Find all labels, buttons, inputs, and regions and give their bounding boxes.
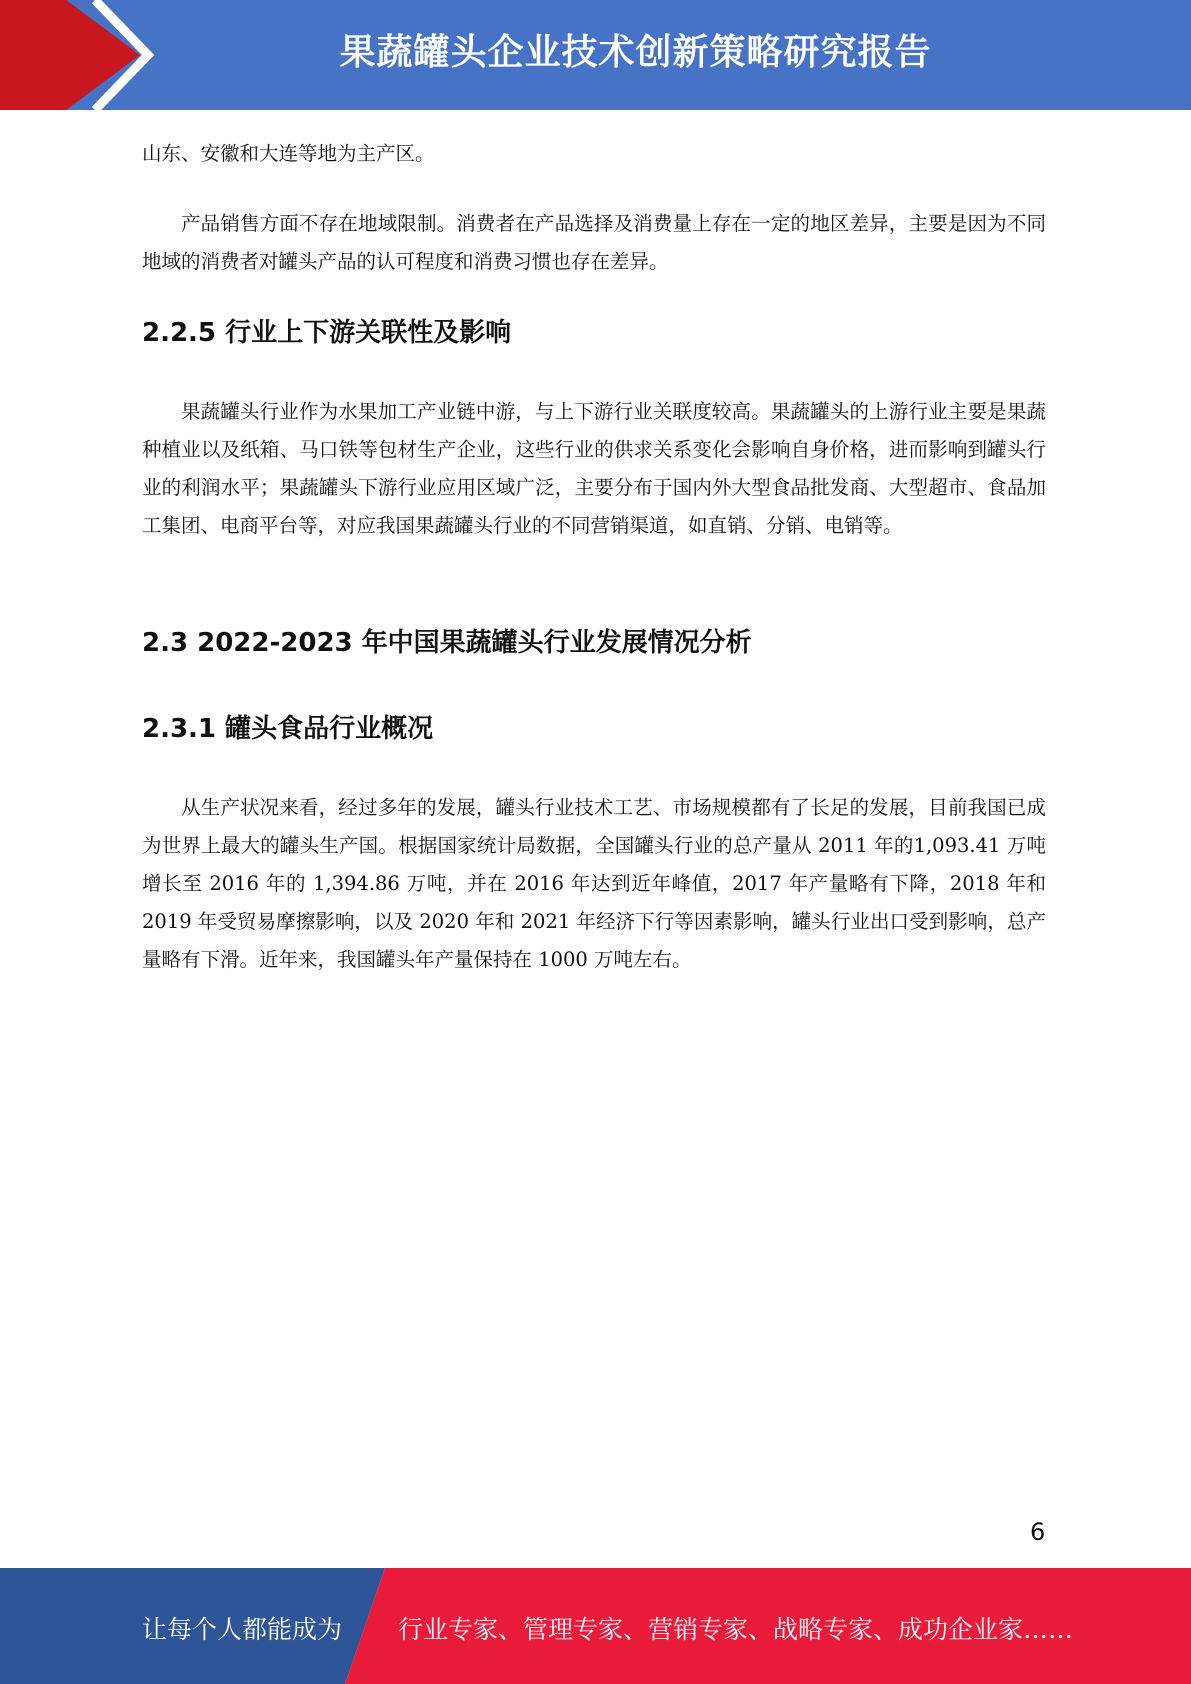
- paragraph-industry-chain: 果蔬罐头行业作为水果加工产业链中游，与上下游行业关联度较高。果蔬罐头的上游行业主要是果蔬种植业以及纸箱、马口铁等包材生产企业，这些行业的供求关系变化会影响自身价格，进而影响到罐头行业的利润水平；果蔬罐头下游行业应用区域广泛，主要分布于国内外大型食品批发商、大型超市、食品加工集团、电商平台等，对应我国果蔬罐头行业的不同营销渠道，如直销、分销、电销等。: [142, 400, 1046, 537]
- document-body: [142, 135, 1046, 979]
- header-red-arrow: [0, 0, 140, 110]
- page-footer: [0, 1568, 1191, 1684]
- section-heading-2-3: 2.3 2022-2023 年中国果蔬罐头行业发展情况分析: [142, 628, 752, 658]
- footer-slogan-right: 行业专家、管理专家、营销专家、战略专家、成功企业家……: [398, 1615, 1074, 1644]
- paragraph-production-overview: 从生产状况来看，经过多年的发展，罐头行业技术工艺、市场规模都有了长足的发展，目前我国已成为世界上最大的罐头生产国。根据国家统计局数据，全国罐头行业的总产量从 2011 年的1,093.41 万吨增长至 2016 年的 1,394.86 万吨，并在 2016 年达到近年峰值，2017 年产量略有下降，2018 年和 2019 年受贸易摩擦影响，以及 2020 年和 2021 年经济下行等因素影响，罐头行业出口受到影响，总产量略有下滑。近年来，我国罐头年产量保持在 1000 万吨左右。: [142, 796, 1046, 971]
- page-number: 6: [1030, 1518, 1046, 1546]
- report-title: 果蔬罐头企业技术创新策略研究报告: [339, 32, 932, 73]
- section-heading-2-2-5: 2.2.5 行业上下游关联性及影响: [142, 318, 512, 348]
- paragraph-sales-regions: 产品销售方面不存在地域限制。消费者在产品选择及消费量上存在一定的地区差异，主要是因为不同地域的消费者对罐头产品的认可程度和消费习惯也存在差异。: [142, 212, 1046, 273]
- footer-slogan-left: 让每个人都能成为: [142, 1615, 343, 1644]
- section-heading-2-3-1: 2.3.1 罐头食品行业概况: [142, 714, 434, 744]
- paragraph-producing-regions: 山东、安徽和大连等地为主产区。: [142, 142, 435, 165]
- page-header: [0, 0, 1191, 110]
